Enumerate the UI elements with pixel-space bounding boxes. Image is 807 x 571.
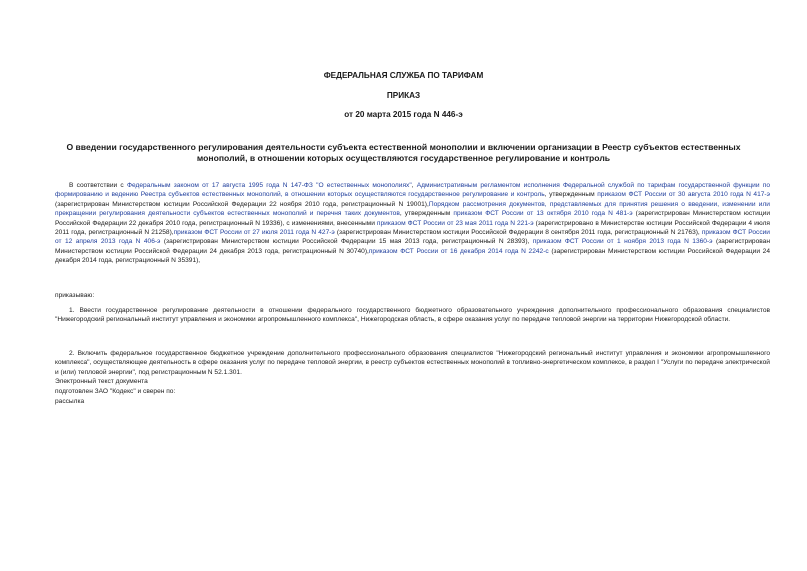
link-order-1360e[interactable]: приказом ФСТ России от 1 ноября 2013 года N 1360-э [532,238,713,246]
link-admin-regulation[interactable]: Административным регламентом исполнения Федеральной службой по тарифам государственной функции по формированию и ведению Реестра субъектов естественных монополий, в отношении которых осуществляются государственное регулирование и контроль [55,182,771,199]
preamble-text: , утвержденным [399,210,454,218]
link-order-481e[interactable]: приказом ФСТ России от 13 октября 2010 года N 481-э [453,210,633,218]
footer-line-2: подготовлен ЗАО "Кодекс" и сверен по: [55,388,176,395]
preamble-text: , [411,182,417,189]
link-order-427e[interactable]: приказом ФСТ России от 27 июля 2011 года N 427-э [173,229,335,237]
order-item-1: 1. Ввести государственное регулирование деятельности в отношении федерального государственного бюджетного образовательного учреждения дополнительного профессионального образования специалистов "Нижегородский региональный институт управления и экономики агропромышленного комплекса", Нижегородская область, в сфере оказания услуг по передаче тепловой энергии на территории Нижегородской области. [55,307,770,324]
preamble-text: (зарегистрирован Министерством юстиции Российской Федерации 24 декабря 2013 года, регистрационный N 30740), [55,238,770,255]
preamble-text: (зарегистрирован Министерством юстиции Российской Федерации 24 декабря 2014 года, регистрационный N 35391), [55,247,770,265]
footer-line-3: рассылка [55,398,85,405]
link-order-2242c[interactable]: приказом ФСТ России от 16 декабря 2014 года N 2242-с [368,247,549,255]
order-item-2: 2. Включить федеральное государственное бюджетное учреждение дополнительного профессионального образования специалистов "Нижегородский региональный институт управления и экономики агропромышленного комплекса", осуществляющее деятельность в сфере оказания услуг по передаче тепловой энергии, в реестр субъектов естественных монополий в топливно-энергетическом комплексе, в раздел I "Услуги по передаче электрической и (или) тепловой энергии", под регистрационным N 52.1.301. [55,350,770,376]
preamble-paragraph [55,181,770,266]
link-order-406e[interactable]: приказом ФСТ России от 12 апреля 2013 года N 406-э [55,229,770,246]
link-review-procedure[interactable]: Порядком рассмотрения документов, представляемых для принятия решения о введении, изменении или прекращении регулирования деятельности субъектов естественных монополий и перечня таких документов [55,200,770,218]
preamble-text: (зарегистрирован Министерством юстиции Российской Федерации 8 сентября 2011 года, регистрационный N 21763), [334,229,702,237]
link-order-221e[interactable]: приказом ФСТ России от 23 мая 2011 года N 221-э [376,219,534,227]
doc-type-heading: ПРИКАЗ [386,91,421,100]
orders-label: приказываю: [55,292,95,299]
link-federal-law-147[interactable]: Федеральным законом от 17 августа 1995 года N 147-ФЗ "О естественных монополиях" [126,182,412,189]
preamble-text: В соответствии с [69,182,127,189]
preamble-text: , утвержденным [544,191,598,199]
preamble-text: (зарегистрировано в Министерстве юстиции Российской Федерации 4 июля 2011 года, регистрационный N 21258), [55,219,771,237]
preamble-text: (зарегистрирован Министерством юстиции Российской Федерации 22 декабря 2010 года, регистрационный N 19336), с изменениями, внесенными [55,210,771,227]
link-order-417e[interactable]: приказом ФСТ России от 30 августа 2010 года N 417-э [597,191,770,199]
document-title: О введении государственного регулирования деятельности субъекта естественной монополии и включении организации в Реестр субъектов естественных монополий, в отношении которых осуществляются государственное регулирование и контроль [66,142,741,163]
preamble-text: (зарегистрирован Министерством юстиции Российской Федерации 22 ноября 2010 года, регистрационный N 19001), [55,200,429,208]
doc-date-number: от 20 марта 2015 года N 446-э [344,110,463,119]
footer-line-1: Электронный текст документа [55,378,148,385]
preamble-text: (зарегистрирован Министерством юстиции Российской Федерации 15 мая 2013 года, регистрационный N 28393), [160,238,533,246]
agency-heading: ФЕДЕРАЛЬНАЯ СЛУЖБА ПО ТАРИФАМ [323,71,484,80]
